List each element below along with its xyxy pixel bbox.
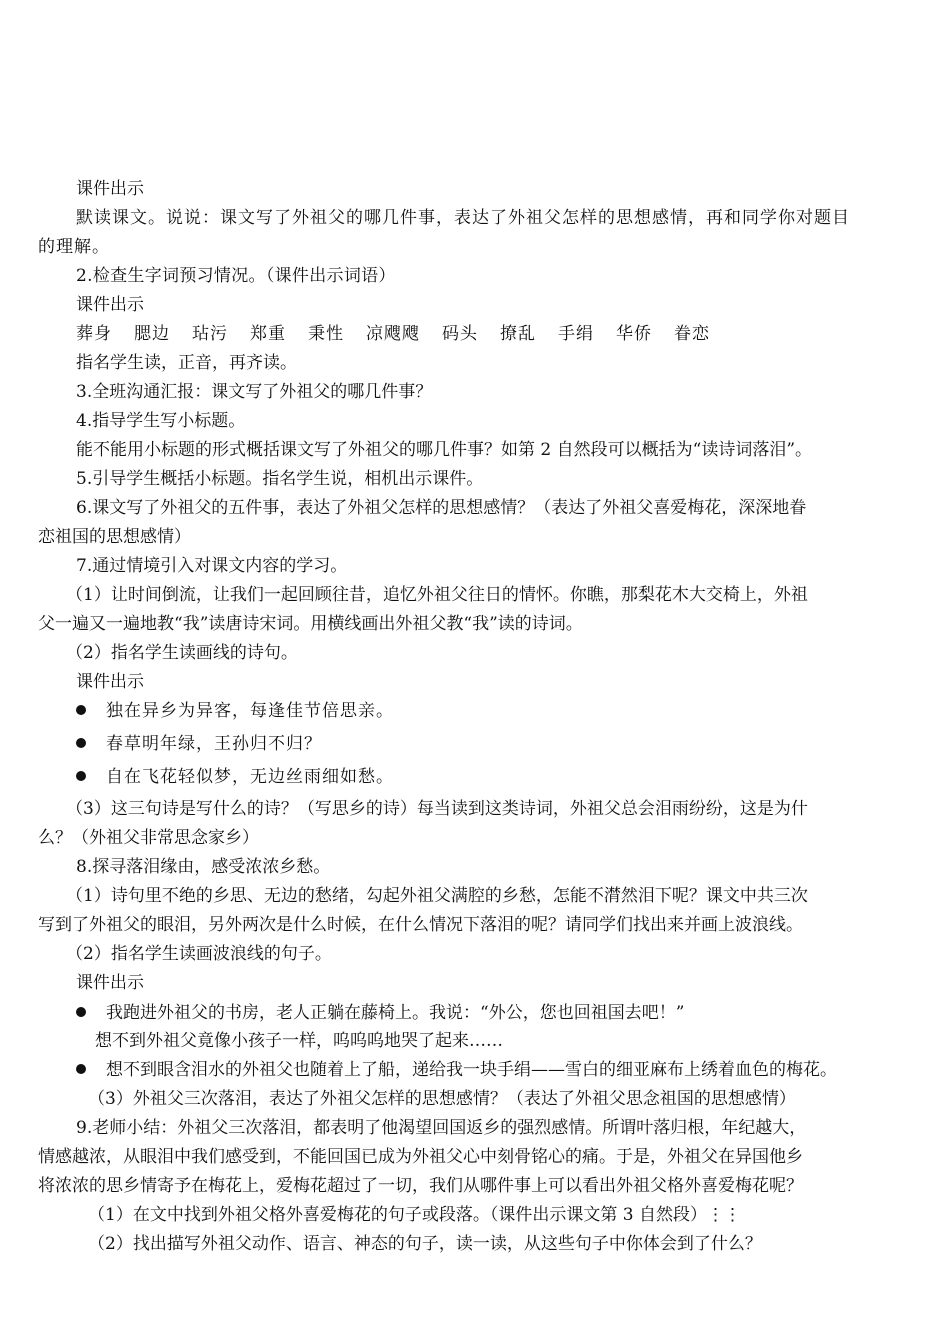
quote-bullet: 想不到眼含泪水的外祖父也随着上了船，递给我一块手绢——雪白的细亚麻布上绣着血色的梅花。 bbox=[76, 1057, 837, 1083]
poem-bullet: 春草明年绿，王孙归不归？ bbox=[76, 731, 322, 757]
vocab-word: 眷恋 bbox=[674, 324, 710, 344]
step-heading: 7.通过情境引入对课文内容的学习。 bbox=[76, 556, 348, 576]
paragraph-line: （1）在文中找到外祖父格外喜爱梅花的句子或段落。（课件出示课文第 3 自然段）⋮⋮ bbox=[88, 1205, 741, 1225]
paragraph-line: 么？（外祖父非常思念家乡） bbox=[38, 828, 259, 848]
paragraph-line: 默读课文。说说：课文写了外祖父的哪几件事，表达了外祖父怎样的思想感情，再和同学你对题目 bbox=[76, 208, 850, 228]
step-heading: 3.全班沟通汇报：课文写了外祖父的哪几件事？ bbox=[76, 382, 433, 402]
paragraph-line: 的理解。 bbox=[38, 237, 110, 257]
paragraph-line: （3）这三句诗是写什么的诗？（写思乡的诗）每当读到这类诗词，外祖父总会泪雨纷纷，这是为什 bbox=[66, 799, 808, 819]
bullet-dot-icon bbox=[76, 771, 86, 781]
bullet-dot-icon bbox=[76, 738, 86, 748]
vocab-word: 腮边 bbox=[134, 324, 170, 344]
quote-bullet: 我跑进外祖父的书房，老人正躺在藤椅上。我说：“外公，您也回祖国去吧！” bbox=[76, 1000, 684, 1026]
vocab-word: 手绢 bbox=[558, 324, 594, 344]
paragraph-line: 指名学生读，正音，再齐读。 bbox=[76, 353, 297, 373]
paragraph-line: 将浓浓的思乡情寄予在梅花上，爱梅花超过了一切，我们从哪件事上可以看出外祖父格外喜爱梅花呢？ bbox=[38, 1176, 803, 1196]
step-heading: 6.课文写了外祖父的五件事，表达了外祖父怎样的思想感情？（表达了外祖父喜爱梅花，深深地眷 bbox=[76, 498, 807, 518]
vocab-word: 撩乱 bbox=[500, 324, 536, 344]
courseware-label: 课件出示 bbox=[76, 295, 144, 315]
poem-bullet: 自在飞花轻似梦，无边丝雨细如愁。 bbox=[76, 764, 394, 790]
vocab-word: 华侨 bbox=[616, 324, 652, 344]
paragraph-line: （2）指名学生读画线的诗句。 bbox=[66, 643, 298, 663]
paragraph-line: （1）让时间倒流，让我们一起回顾往昔，追忆外祖父往日的情怀。你瞧，那梨花木大交椅上，外祖 bbox=[66, 585, 808, 605]
poem-bullet: 独在异乡为异客，每逢佳节倍思亲。 bbox=[76, 698, 394, 724]
vocab-word: 码头 bbox=[442, 324, 478, 344]
vocab-word: 秉性 bbox=[308, 324, 344, 344]
paragraph-line: （1）诗句里不绝的乡思、无边的愁绪，勾起外祖父满腔的乡愁，怎能不潸然泪下呢？课文中共三次 bbox=[66, 886, 808, 906]
step-heading: 9.老师小结：外祖父三次落泪，都表明了他渴望回国返乡的强烈感情。所谓叶落归根，年纪越大， bbox=[76, 1118, 807, 1138]
paragraph-line: 父一遍又一遍地教“我”读唐诗宋词。用横线画出外祖父教“我”读的诗词。 bbox=[38, 614, 583, 634]
vocabulary-list bbox=[76, 321, 950, 347]
step-heading: 5.引导学生概括小标题。指名学生说，相机出示课件。 bbox=[76, 469, 484, 489]
step-heading: 8.探寻落泪缘由，感受浓浓乡愁。 bbox=[76, 857, 331, 877]
paragraph-line: （3）外祖父三次落泪，表达了外祖父怎样的思想感情？（表达了外祖父思念祖国的思想感情） bbox=[88, 1089, 796, 1109]
paragraph-line: 情感越浓，从眼泪中我们感受到，不能回国已成为外祖父心中刻骨铭心的痛。于是，外祖父在异国他乡 bbox=[38, 1147, 803, 1167]
paragraph-line: （2）找出描写外祖父动作、语言、神态的句子，读一读，从这些句子中你体会到了什么？ bbox=[88, 1234, 762, 1254]
vocab-word: 玷污 bbox=[192, 324, 228, 344]
paragraph-line: 恋祖国的思想感情） bbox=[38, 527, 191, 547]
bullet-dot-icon bbox=[76, 705, 86, 715]
vocab-word: 郑重 bbox=[250, 324, 286, 344]
paragraph-line: 写到了外祖父的眼泪，另外两次是什么时候，在什么情况下落泪的呢？请同学们找出来并画上波浪线。 bbox=[38, 915, 803, 935]
paragraph-line: 能不能用小标题的形式概括课文写了外祖父的哪几件事？如第 2 自然段可以概括为“读诗词落泪”。 bbox=[76, 440, 813, 460]
bullet-dot-icon bbox=[76, 1064, 86, 1074]
vocab-word: 葬身 bbox=[76, 324, 112, 344]
quote-continuation: 想不到外祖父竟像小孩子一样，呜呜呜地哭了起来…… bbox=[95, 1031, 503, 1051]
courseware-label: 课件出示 bbox=[76, 672, 144, 692]
paragraph-line: （2）指名学生读画波浪线的句子。 bbox=[66, 944, 332, 964]
vocab-word: 凉飕飕 bbox=[366, 324, 420, 344]
bullet-dot-icon bbox=[76, 1007, 86, 1017]
step-heading: 4.指导学生写小标题。 bbox=[76, 411, 246, 431]
courseware-label: 课件出示 bbox=[76, 973, 144, 993]
courseware-label: 课件出示 bbox=[76, 179, 144, 199]
step-heading: 2.检查生字词预习情况。（课件出示词语） bbox=[76, 266, 396, 286]
